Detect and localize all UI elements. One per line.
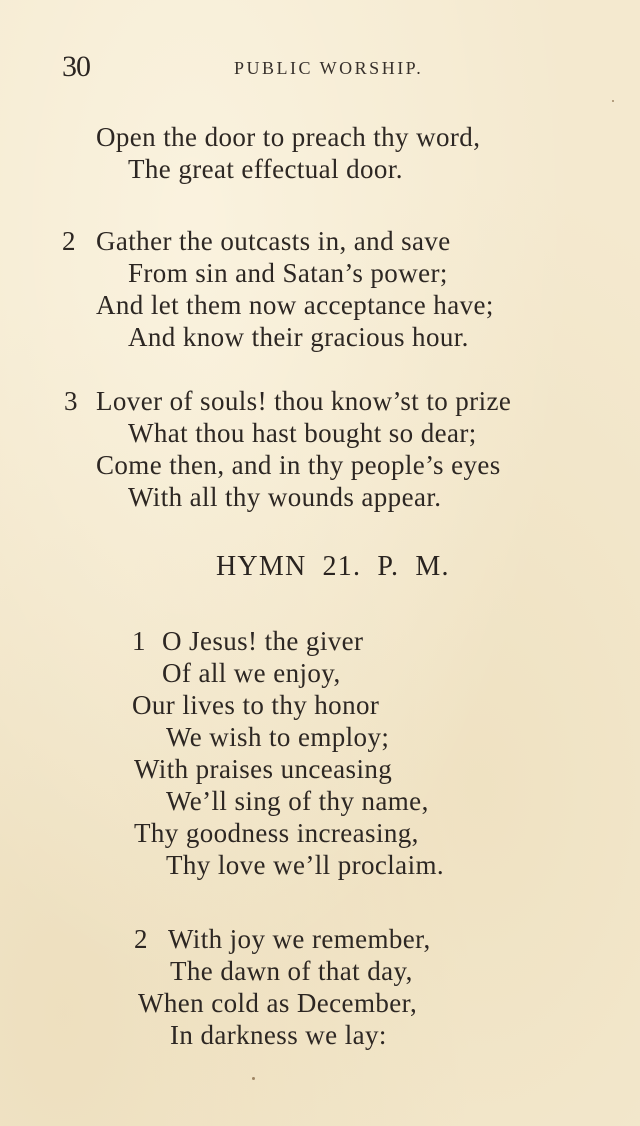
stanza-number: 1 [132,626,146,656]
verse-line: The dawn of that day, [170,956,413,986]
verse-line: We wish to employ; [166,722,390,752]
verse-line: And let them now acceptance have; [96,290,494,320]
verse-line: O Jesus! the giver [162,626,364,656]
stanza-number: 3 [64,386,78,416]
verse-line: With all thy wounds appear. [128,482,442,512]
verse-line: Thy love we’ll proclaim. [166,850,445,880]
verse-line: With praises unceasing [134,754,393,784]
stanza-number: 2 [134,924,148,954]
verse-line: When cold as December, [138,988,418,1018]
verse-line: Of all we enjoy, [162,658,341,688]
verse-line: Come then, and in thy people’s eyes [96,450,501,480]
paper-speck [252,1077,255,1080]
verse-line: Our lives to thy honor [132,690,380,720]
verse-line: The great effectual door. [128,154,403,184]
verse-line: From sin and Satan’s power; [128,258,448,288]
verse-line: In darkness we lay: [170,1020,387,1050]
verse-line: Gather the outcasts in, and save [96,226,451,256]
verse-line: We’ll sing of thy name, [166,786,429,816]
hymn-title: HYMN 21. P. M. [216,551,450,582]
verse-line: Lover of souls! thou know’st to prize [96,386,512,416]
verse-line: Open the door to preach thy word, [96,122,481,152]
paper-speck [612,100,614,102]
verse-line: What thou hast bought so dear; [128,418,477,448]
running-head [62,50,600,86]
stanza-number: 2 [62,226,76,256]
verse-line: Thy goodness increasing, [134,818,419,848]
verse-line: And know their gracious hour. [128,322,469,352]
page-number: 30 [62,50,90,83]
verse-line: With joy we remember, [168,924,431,954]
running-title: PUBLIC WORSHIP. [234,58,424,78]
